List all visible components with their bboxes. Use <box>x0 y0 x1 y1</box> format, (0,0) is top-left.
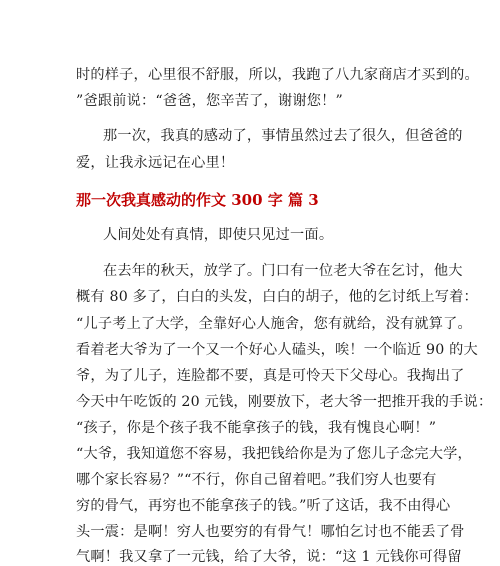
paragraph-line: 时的样子，心里很不舒服，所以，我跑了八九家商店才买到的。 <box>76 67 479 83</box>
paragraph-line: 气啊！我又拿了一元钱，给了大爷，说：“这 1 元钱你可得留 <box>76 549 462 565</box>
paragraph-line: “儿子考上了大学，全靠好心人施舍，您有就给，没有就算了。 <box>76 316 472 332</box>
paragraph-line: 在去年的秋天，放学了。门口有一位老大爷在乞讨，他大 <box>103 263 463 279</box>
paragraph-line: 看着老大爷为了一个又一个好心人磕头，唉！一个临近 90 的大 <box>76 342 478 358</box>
paragraph-line: “大爷，我知道您不容易，我把钱给你是为了您儿子念完大学， <box>76 446 472 462</box>
paragraph-line: 那一次，我真的感动了，事情虽然过去了很久，但爸爸的 <box>103 128 463 144</box>
paragraph-line: 哪个家长容易？”“不行，你自己留着吧。”我们穷人也要有 <box>76 472 437 488</box>
paragraph-line: 头一震：是啊！穷人也要穷的有骨气！哪怕乞讨也不能丢了骨 <box>76 524 465 540</box>
paragraph-line: “孩子，你是个孩子我不能拿孩子的钱，我有愧良心啊！” <box>76 420 437 436</box>
paragraph-line: 人间处处有真情，即使只见过一面。 <box>103 227 334 243</box>
paragraph-line: ”爸跟前说：“爸爸，您辛苦了，谢谢您！” <box>76 93 343 109</box>
paragraph-line: 穷的骨气，再穷也不能拿孩子的钱。”听了这话，我不由得心 <box>76 498 451 514</box>
paragraph-line: 爱，让我永远记在心里！ <box>76 155 235 171</box>
paragraph-line: 爷，为了儿子，连脸都不要，真是可怜天下父母心。我掏出了 <box>76 368 465 384</box>
paragraph-line: 概有 80 多了，白白的头发，白白的胡子，他的乞讨纸上写着： <box>76 289 478 305</box>
paragraph-line: 今天中午吃饭的 20 元钱，刚要放下，老大爷一把推开我的手说： <box>76 394 493 410</box>
section-title: 那一次我真感动的作文 300 字 篇 3 <box>76 191 319 209</box>
